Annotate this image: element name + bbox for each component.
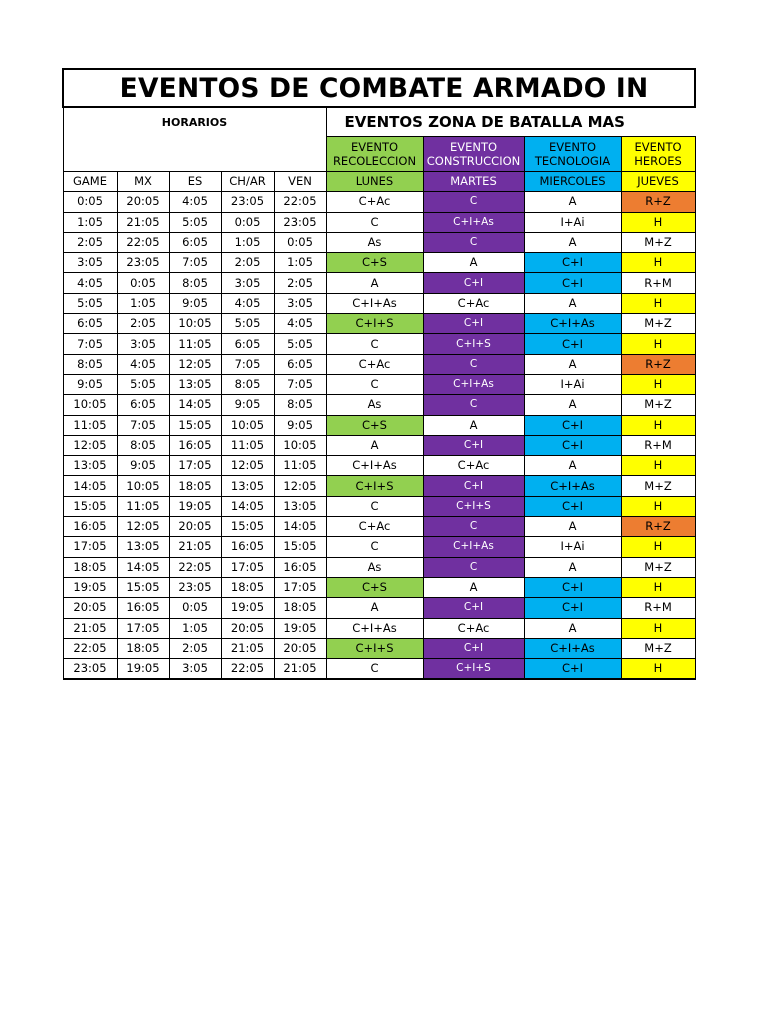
col-header-es: ES (169, 172, 221, 192)
time-cell: 13:05 (169, 374, 221, 394)
time-cell: 18:05 (117, 638, 169, 658)
time-cell: 8:05 (221, 374, 274, 394)
event-cell: H (621, 293, 695, 313)
event-cell: H (621, 618, 695, 638)
time-cell: 19:05 (117, 659, 169, 680)
event-cell: C (326, 537, 423, 557)
time-cell: 2:05 (274, 273, 326, 293)
event-cell: C+I (524, 253, 621, 273)
time-cell: 23:05 (221, 192, 274, 212)
event-cell: C+I+S (423, 334, 524, 354)
time-cell: 19:05 (63, 577, 117, 597)
time-cell: 19:05 (169, 496, 221, 516)
time-cell: 1:05 (274, 253, 326, 273)
time-cell: 3:05 (117, 334, 169, 354)
event-cell: C+I (524, 415, 621, 435)
time-cell: 12:05 (274, 476, 326, 496)
event-cell: R+M (621, 598, 695, 618)
event-cell: R+M (621, 435, 695, 455)
time-cell: 18:05 (221, 577, 274, 597)
time-cell: 15:05 (63, 496, 117, 516)
time-cell: 22:05 (221, 659, 274, 680)
time-cell: 3:05 (169, 659, 221, 680)
event-cell: I+Ai (524, 537, 621, 557)
event-cell: A (524, 192, 621, 212)
time-cell: 18:05 (274, 598, 326, 618)
col-header-mx: MX (117, 172, 169, 192)
event-cell: C+I (423, 314, 524, 334)
table-row (63, 496, 695, 516)
event-cell: As (326, 232, 423, 252)
event-cell: C+I (423, 476, 524, 496)
event-cell: C (423, 517, 524, 537)
table-row (63, 253, 695, 273)
time-cell: 11:05 (63, 415, 117, 435)
time-cell: 0:05 (117, 273, 169, 293)
time-cell: 12:05 (117, 517, 169, 537)
time-cell: 20:05 (63, 598, 117, 618)
time-cell: 15:05 (221, 517, 274, 537)
table-row (63, 314, 695, 334)
table-row (63, 212, 695, 232)
time-cell: 14:05 (274, 517, 326, 537)
time-cell: 13:05 (117, 537, 169, 557)
event-cell: C+I (423, 273, 524, 293)
time-cell: 7:05 (274, 374, 326, 394)
schedule-sheet (62, 68, 696, 680)
event-header-construccion: EVENTO CONSTRUCCION (423, 137, 524, 172)
col-header-ven: VEN (274, 172, 326, 192)
time-cell: 9:05 (63, 374, 117, 394)
time-cell: 10:05 (63, 395, 117, 415)
time-cell: 12:05 (63, 435, 117, 455)
time-cell: 16:05 (221, 537, 274, 557)
time-cell: 21:05 (221, 638, 274, 658)
time-cell: 9:05 (274, 415, 326, 435)
time-cell: 16:05 (274, 557, 326, 577)
time-cell: 15:05 (169, 415, 221, 435)
event-cell: R+Z (621, 354, 695, 374)
time-cell: 5:05 (117, 374, 169, 394)
time-cell: 10:05 (169, 314, 221, 334)
event-cell: C+I+S (326, 638, 423, 658)
event-cell: C (423, 557, 524, 577)
event-cell: A (524, 293, 621, 313)
time-cell: 20:05 (221, 618, 274, 638)
table-row (63, 476, 695, 496)
event-cell: A (524, 517, 621, 537)
time-cell: 8:05 (274, 395, 326, 415)
time-cell: 3:05 (274, 293, 326, 313)
event-header-recoleccion: EVENTO RECOLECCION (326, 137, 423, 172)
event-cell: C (326, 374, 423, 394)
time-cell: 9:05 (221, 395, 274, 415)
time-cell: 22:05 (63, 638, 117, 658)
table-row (63, 577, 695, 597)
time-cell: 0:05 (221, 212, 274, 232)
event-cell: H (621, 415, 695, 435)
event-cell: C+Ac (423, 456, 524, 476)
col-header-martes: MARTES (423, 172, 524, 192)
time-cell: 7:05 (221, 354, 274, 374)
time-cell: 15:05 (117, 577, 169, 597)
event-cell: A (326, 435, 423, 455)
event-cell: C+Ac (326, 517, 423, 537)
col-header-miercoles: MIERCOLES (524, 172, 621, 192)
time-cell: 5:05 (274, 334, 326, 354)
time-cell: 5:05 (169, 212, 221, 232)
time-cell: 18:05 (169, 476, 221, 496)
time-cell: 20:05 (117, 192, 169, 212)
event-cell: C+I (423, 638, 524, 658)
table-row (63, 537, 695, 557)
time-cell: 2:05 (117, 314, 169, 334)
table-row (63, 659, 695, 680)
time-cell: 2:05 (63, 232, 117, 252)
event-cell: C+I+S (326, 314, 423, 334)
event-cell: H (621, 334, 695, 354)
event-cell: C+Ac (423, 293, 524, 313)
time-cell: 13:05 (274, 496, 326, 516)
time-cell: 21:05 (169, 537, 221, 557)
event-cell: C+I+S (423, 496, 524, 516)
time-cell: 9:05 (169, 293, 221, 313)
time-cell: 7:05 (169, 253, 221, 273)
time-cell: 5:05 (221, 314, 274, 334)
event-cell: A (326, 273, 423, 293)
event-cell: C+I+S (423, 659, 524, 680)
time-cell: 22:05 (169, 557, 221, 577)
time-cell: 4:05 (274, 314, 326, 334)
event-cell: R+Z (621, 517, 695, 537)
event-cell: H (621, 456, 695, 476)
time-cell: 20:05 (169, 517, 221, 537)
time-cell: 21:05 (274, 659, 326, 680)
time-cell: 8:05 (117, 435, 169, 455)
col-header-ch-ar: CH/AR (221, 172, 274, 192)
time-cell: 4:05 (117, 354, 169, 374)
horarios-header: HORARIOS (63, 107, 326, 172)
time-cell: 2:05 (221, 253, 274, 273)
table-row (63, 415, 695, 435)
table-row (63, 354, 695, 374)
event-cell: C (326, 334, 423, 354)
event-cell: R+M (621, 273, 695, 293)
event-cell: C (423, 395, 524, 415)
event-cell: A (524, 618, 621, 638)
event-cell: M+Z (621, 557, 695, 577)
event-cell: C+I+As (524, 476, 621, 496)
time-cell: 6:05 (169, 232, 221, 252)
table-row (63, 232, 695, 252)
col-header-jueves: JUEVES (621, 172, 695, 192)
time-cell: 17:05 (274, 577, 326, 597)
event-cell: H (621, 577, 695, 597)
event-cell: H (621, 537, 695, 557)
event-cell: C+I+As (423, 374, 524, 394)
event-cell: A (524, 395, 621, 415)
time-cell: 0:05 (274, 232, 326, 252)
event-cell: C+I+As (326, 618, 423, 638)
event-cell: H (621, 659, 695, 680)
time-cell: 21:05 (63, 618, 117, 638)
event-header-heroes: EVENTO HEROES (621, 137, 695, 172)
time-cell: 1:05 (221, 232, 274, 252)
time-cell: 7:05 (63, 334, 117, 354)
event-cell: C+I (524, 598, 621, 618)
event-cell: C+Ac (423, 618, 524, 638)
event-cell: C (326, 659, 423, 680)
event-cell: A (524, 232, 621, 252)
table-row (63, 273, 695, 293)
col-header-game: GAME (63, 172, 117, 192)
event-cell: C+S (326, 577, 423, 597)
event-cell: M+Z (621, 314, 695, 334)
time-cell: 11:05 (169, 334, 221, 354)
event-cell: C (423, 192, 524, 212)
event-cell: R+Z (621, 192, 695, 212)
event-cell: I+Ai (524, 212, 621, 232)
time-cell: 20:05 (274, 638, 326, 658)
table-row (63, 293, 695, 313)
event-cell: C (326, 212, 423, 232)
table-row (63, 557, 695, 577)
event-cell: H (621, 496, 695, 516)
event-cell: As (326, 395, 423, 415)
time-cell: 12:05 (221, 456, 274, 476)
sheet-title: EVENTOS DE COMBATE ARMADO IN (63, 69, 695, 107)
event-cell: A (326, 598, 423, 618)
event-cell: H (621, 253, 695, 273)
time-cell: 10:05 (221, 415, 274, 435)
time-cell: 1:05 (169, 618, 221, 638)
event-cell: A (423, 415, 524, 435)
time-cell: 8:05 (169, 273, 221, 293)
time-cell: 11:05 (221, 435, 274, 455)
event-cell: C+I (524, 435, 621, 455)
event-cell: C+I+As (326, 456, 423, 476)
time-cell: 16:05 (169, 435, 221, 455)
time-cell: 14:05 (169, 395, 221, 415)
time-cell: 0:05 (169, 598, 221, 618)
zone-title: EVENTOS ZONA DE BATALLA MAS (326, 107, 695, 137)
event-cell: A (524, 354, 621, 374)
event-cell: C+Ac (326, 354, 423, 374)
time-cell: 17:05 (221, 557, 274, 577)
event-cell: C+I+As (524, 314, 621, 334)
time-cell: 19:05 (274, 618, 326, 638)
event-cell: H (621, 212, 695, 232)
time-cell: 19:05 (221, 598, 274, 618)
event-cell: C (423, 232, 524, 252)
event-cell: C+I (524, 577, 621, 597)
event-cell: C+I (524, 273, 621, 293)
time-cell: 22:05 (117, 232, 169, 252)
table-row (63, 192, 695, 212)
time-cell: 16:05 (63, 517, 117, 537)
time-cell: 1:05 (117, 293, 169, 313)
col-header-lunes: LUNES (326, 172, 423, 192)
event-cell: C (423, 354, 524, 374)
time-cell: 6:05 (221, 334, 274, 354)
event-cell: C+I (423, 598, 524, 618)
time-cell: 2:05 (169, 638, 221, 658)
column-header-row (63, 172, 695, 192)
time-cell: 3:05 (63, 253, 117, 273)
event-cell: C+I+As (423, 212, 524, 232)
time-cell: 0:05 (63, 192, 117, 212)
table-row (63, 618, 695, 638)
event-cell: M+Z (621, 232, 695, 252)
event-cell: M+Z (621, 476, 695, 496)
time-cell: 5:05 (63, 293, 117, 313)
event-header-tecnologia: EVENTO TECNOLOGIA (524, 137, 621, 172)
time-cell: 17:05 (63, 537, 117, 557)
time-cell: 16:05 (117, 598, 169, 618)
table-row (63, 395, 695, 415)
event-cell: C+I (524, 496, 621, 516)
time-cell: 3:05 (221, 273, 274, 293)
table-row (63, 638, 695, 658)
time-cell: 14:05 (63, 476, 117, 496)
time-cell: 6:05 (63, 314, 117, 334)
time-cell: 15:05 (274, 537, 326, 557)
time-cell: 21:05 (117, 212, 169, 232)
event-cell: C+I (524, 659, 621, 680)
time-cell: 23:05 (274, 212, 326, 232)
time-cell: 11:05 (274, 456, 326, 476)
time-cell: 13:05 (63, 456, 117, 476)
event-cell: C+I (423, 435, 524, 455)
event-cell: C+I+As (326, 293, 423, 313)
time-cell: 4:05 (221, 293, 274, 313)
time-cell: 23:05 (63, 659, 117, 680)
time-cell: 4:05 (169, 192, 221, 212)
schedule-table (62, 68, 696, 680)
time-cell: 4:05 (63, 273, 117, 293)
time-cell: 7:05 (117, 415, 169, 435)
time-cell: 22:05 (274, 192, 326, 212)
event-cell: C+S (326, 415, 423, 435)
event-cell: A (423, 253, 524, 273)
time-cell: 9:05 (117, 456, 169, 476)
event-cell: C+I+As (423, 537, 524, 557)
time-cell: 10:05 (274, 435, 326, 455)
time-cell: 12:05 (169, 354, 221, 374)
time-cell: 14:05 (221, 496, 274, 516)
time-cell: 18:05 (63, 557, 117, 577)
table-row (63, 517, 695, 537)
event-cell: C+Ac (326, 192, 423, 212)
time-cell: 11:05 (117, 496, 169, 516)
event-cell: C+I (524, 334, 621, 354)
time-cell: 23:05 (169, 577, 221, 597)
event-cell: A (423, 577, 524, 597)
time-cell: 14:05 (117, 557, 169, 577)
time-cell: 6:05 (117, 395, 169, 415)
time-cell: 10:05 (117, 476, 169, 496)
event-cell: I+Ai (524, 374, 621, 394)
time-cell: 13:05 (221, 476, 274, 496)
time-cell: 23:05 (117, 253, 169, 273)
time-cell: 17:05 (117, 618, 169, 638)
event-cell: As (326, 557, 423, 577)
table-row (63, 334, 695, 354)
event-cell: H (621, 374, 695, 394)
event-cell: A (524, 557, 621, 577)
event-cell: C+I+As (524, 638, 621, 658)
event-cell: C (326, 496, 423, 516)
event-cell: C+I+S (326, 476, 423, 496)
event-cell: M+Z (621, 638, 695, 658)
time-cell: 17:05 (169, 456, 221, 476)
time-cell: 8:05 (63, 354, 117, 374)
time-cell: 6:05 (274, 354, 326, 374)
table-row (63, 435, 695, 455)
table-row (63, 598, 695, 618)
event-cell: A (524, 456, 621, 476)
table-row (63, 456, 695, 476)
time-cell: 1:05 (63, 212, 117, 232)
event-cell: M+Z (621, 395, 695, 415)
event-cell: C+S (326, 253, 423, 273)
table-row (63, 374, 695, 394)
